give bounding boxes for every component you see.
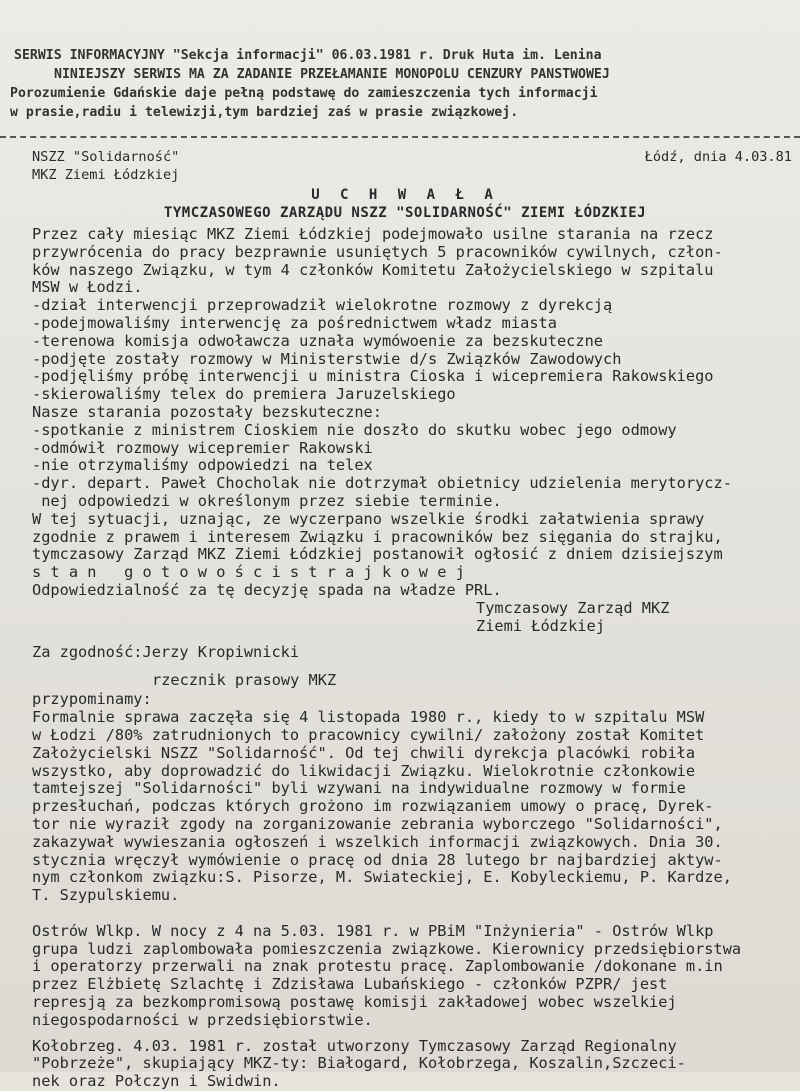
text-line: MSW w Łodzi. [32, 279, 143, 297]
text-line: -podjęte zostały rozmowy w Ministerstwie d/s Związków Zawodowych [32, 350, 622, 368]
text-line: -podejmowaliśmy interwencję za pośrednictwem władz miasta [32, 314, 557, 332]
text-line: -spotkanie z ministrem Cioskiem nie doszło do skutku wobec jego odmowy [32, 421, 677, 439]
organization-block [32, 148, 179, 184]
text-line: grupa ludzi zaplombowała pomieszczenia związkowe. Kierownicy przedsiębiorstwa [32, 940, 742, 958]
organization-line: MKZ Ziemi Łódzkiej [32, 167, 180, 183]
signature-line: Ziemi Łódzkiej [476, 617, 605, 635]
text-line: -odmówił rozmowy wicepremier Rakowski [32, 439, 373, 457]
text-line: -dyr. depart. Paweł Chocholak nie dotrzymał obietnicy udzielenia merytorycz- [32, 475, 732, 493]
text-line: -nie otrzymaliśmy odpowiedzi na telex [32, 457, 373, 475]
text-line: przez Elżbietę Szlachtę i Zdzisława Lubańskiego - członków PZPR/ jest [32, 976, 668, 994]
reminder-heading: przypominamy: [32, 691, 152, 709]
signature-line: Tymczasowy Zarząd MKZ [476, 599, 670, 617]
organization-line: NSZZ "Solidarność" [32, 149, 180, 165]
text-line: nek oraz Połczyn i Swidwin. [32, 1073, 281, 1091]
text-line: Formalnie sprawa zaczęła się 4 listopada 1980 r., kiedy to w szpitalu MSW [32, 709, 705, 727]
header-line: NINIEJSZY SERWIS MA ZA ZADANIE PRZEŁAMANIE MONOPOLU CENZURY PANSTWOWEJ [54, 67, 610, 82]
header-line: SERWIS INFORMACYJNY "Sekcja informacji" 06.03.1981 r. Druk Huta im. Lenina [14, 48, 602, 63]
text-line: Nasze starania pozostały bezskuteczne: [32, 403, 382, 421]
text-line: nym członkom związku:S. Pisorze, M. Swiateckiej, E. Kobyleckiemu, P. Kardze, [32, 869, 732, 887]
text-line: Kołobrzeg. 4.03. 1981 r. został utworzony Tymczasowy Zarząd Regionalny [32, 1037, 677, 1055]
text-line: przywrócenia do pracy bezprawnie usuniętych 5 pracowników cywilnych, człon- [32, 243, 723, 261]
text-line: i operatorzy przerwali na znak protestu pracę. Zaplombowanie /dokonane m.in [32, 958, 723, 976]
spokesperson-title: rzecznik prasowy MKZ [152, 671, 337, 690]
text-line: tamtejszej "Solidarności" byli wzywani na indywidualne rozmowy w formie [32, 780, 686, 798]
text-line: "Pobrzeże", skupiający MKZ-ty: Białogard, Kołobrzega, Koszalin,Szczeci- [32, 1055, 686, 1073]
text-line: stycznia wręczył wymówienie o pracę od dnia 28 lutego br najbardziej aktyw- [32, 851, 723, 869]
text-line: Odpowiedzialność za tę decyzję spada na władze PRL. [32, 581, 502, 599]
document-subtitle: TYMCZASOWEGO ZARZĄDU NSZZ "SOLIDARNOŚĆ" ZIEMI ŁÓDZKIEJ [163, 205, 647, 221]
ostrow-section [10, 923, 800, 1030]
text-line: przesłuchań, podczas których grożono im rozwiązaniem umowy o pracę, Dyrek- [32, 798, 714, 816]
text-line: nej odpowiedzi w określonym przez siebie terminie. [32, 492, 502, 510]
resolution-body [10, 226, 800, 600]
place-date: Łódź, dnia 4.03.81 [644, 149, 792, 165]
header-line: Porozumienie Gdańskie daje pełną podstawę do zamieszczenia tych informacji [10, 86, 598, 101]
text-line: niegospodarności w przedsiębiorstwie. [32, 1011, 373, 1029]
text-line: tymczasowy Zarząd MKZ Ziemi Łódzkiej postanowił ogłosić z dniem dzisiejszym [32, 546, 723, 564]
spacer [10, 905, 800, 923]
signature-block [10, 600, 800, 636]
text-line: W tej sytuacji, uznając, ze wyczerpano wszelkie środki załatwienia sprawy [32, 510, 705, 528]
reminder-section [10, 691, 800, 905]
kolobrzeg-section [10, 1038, 800, 1091]
dashed-divider [0, 136, 800, 138]
text-line: ków naszego Związku, w tym 4 członków Komitetu Założycielskiego w szpitalu [32, 261, 714, 279]
text-line: T. Szypulskiemu. [32, 887, 180, 905]
concordance-line: Za zgodność:Jerzy Kropiwnicki [32, 643, 300, 662]
text-line: represją za bezkompromisową postawę komisji zakładowej wobec wszelkiej [32, 994, 677, 1012]
text-line: -dział interwencji przeprowadził wielokrotne rozmowy z dyrekcją [32, 297, 613, 315]
text-line: Przez cały miesiąc MKZ Ziemi Łódzkiej podejmowało usilne starania na rzecz [32, 226, 714, 243]
document-title: U C H W A Ł A [311, 187, 499, 203]
text-line: -terenowa komisja odwoławcza uznała wymówoenie za bezskuteczne [32, 332, 603, 350]
text-line: tor nie wyraził zgody na zorganizowanie zebrania wyborczego "Solidarności", [32, 815, 723, 833]
spacer [10, 1030, 800, 1038]
text-line: -skierowaliśmy telex do premiera Jaruzelskiego [32, 386, 456, 404]
text-line: w Łodzi /80% zatrudnionych to pracownicy cywilni/ założony został Komitet [32, 726, 705, 744]
text-line: s t a n g o t o w o ś c i s t r a j k o w e j [32, 564, 465, 582]
text-line: zakazywał wywieszania ogłoszeń i wszelkich informacji związkowych. Dnia 30. [32, 833, 723, 851]
text-line: -podjęliśmy próbę interwencji u ministra Cioska i wicepremiera Rakowskiego [32, 368, 714, 386]
text-line: Założycielski NSZZ "Solidarność". Od tej chwili dyrekcja placówki robiła [32, 744, 696, 762]
bulletin-header [10, 46, 800, 122]
text-line: zgodnie z prawem i interesem Związku i pracowników bez sięgania do strajku, [32, 528, 723, 546]
text-line: wszystko, aby doprowadzić do likwidacji Związku. Wielokrotnie członkowie [32, 762, 696, 780]
header-line: w prasie,radiu i telewizji,tym bardziej zaś w prasie związkowej. [10, 105, 519, 120]
letterhead [10, 144, 800, 184]
text-line: Ostrów Wlkp. W nocy z 4 na 5.03. 1981 r. w PBiM "Inżynieria" - Ostrów Wlkp [32, 922, 714, 940]
